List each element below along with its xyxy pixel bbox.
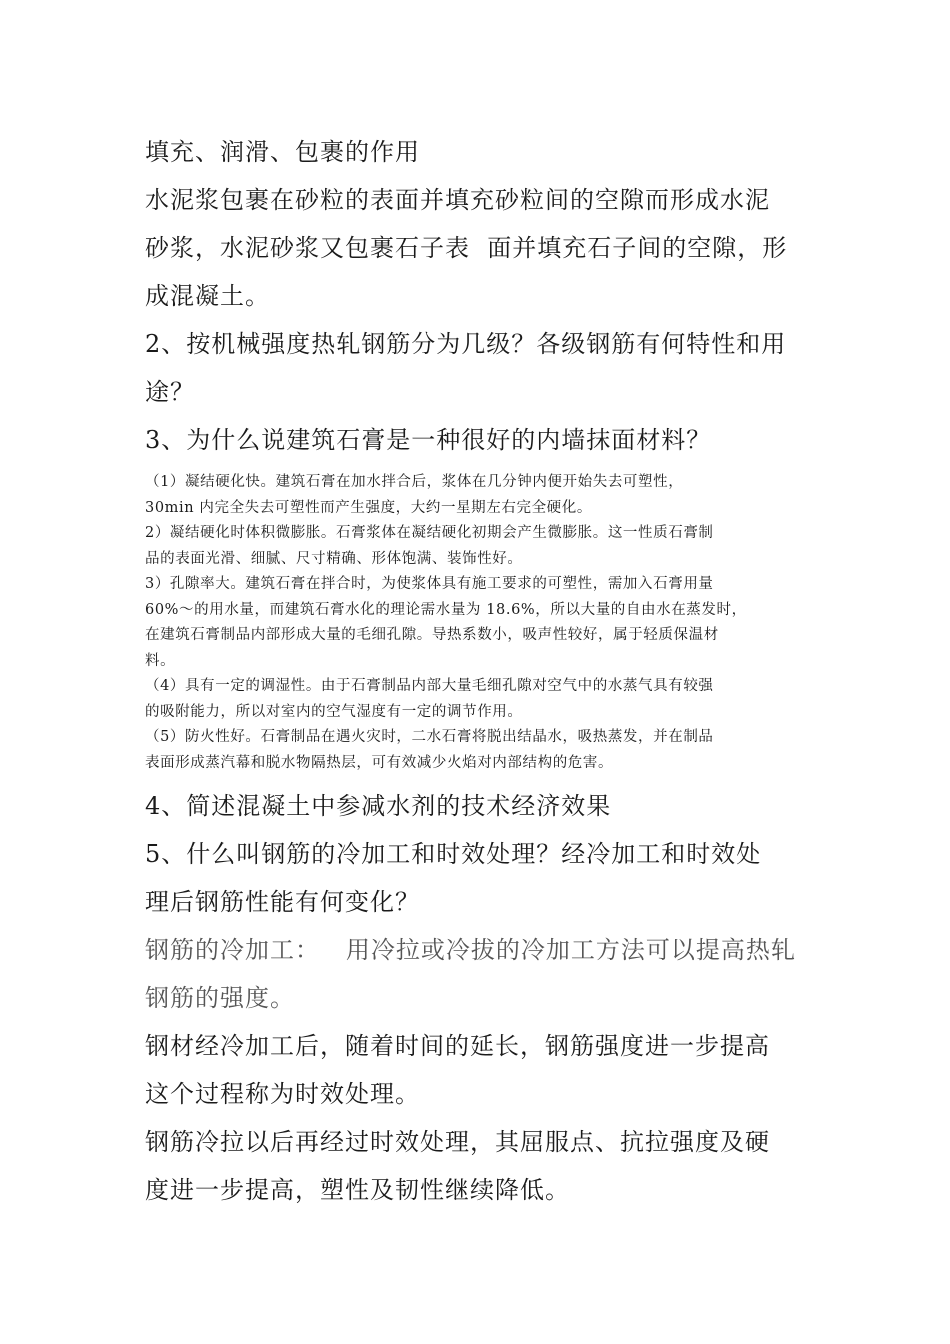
answer-1 [145, 128, 815, 320]
answer-1-line-1: 填充、润滑、包裹的作用 [145, 138, 420, 166]
question-3-answer [145, 470, 815, 776]
q3-answer-p3-line-2: 60%～的用水量，而建筑石膏水化的理论需水量为 18.6%，所以大量的自由水在蒸发时， [145, 601, 747, 618]
q3-answer-p4-line-1: （4）具有一定的调湿性。由于石膏制品内部大量毛细孔隙对空气中的水蒸气具有较强 [145, 678, 714, 694]
question-4-title: 4、简述混凝土中参减水剂的技术经济效果 [145, 792, 612, 820]
q3-answer-p3-line-4: 料。 [145, 652, 176, 669]
answer-1-line-4: 成混凝土。 [145, 282, 270, 310]
question-5-line-2: 理后钢筋性能有何变化？ [145, 888, 420, 916]
q5-answer-2-line-1: 钢材经冷加工后，随着时间的延长，钢筋强度进一步提高 [145, 1032, 770, 1060]
q3-answer-p2-line-1: 2）凝结硬化时体积微膨胀。石膏浆体在凝结硬化初期会产生微膨胀。这一性质石膏制 [145, 525, 714, 541]
question-2-line-2: 途？ [145, 378, 195, 406]
q3-answer-p1-line-2: 30min 内完全失去可塑性而产生强度，大约一星期左右完全硬化。 [145, 499, 592, 516]
q3-answer-p1-line-1: （1）凝结硬化快。建筑石膏在加水拌合后，浆体在几分钟内便开始失去可塑性， [145, 474, 684, 490]
q5-answer-2-line-2: 这个过程称为时效处理。 [145, 1080, 420, 1108]
question-5 [145, 830, 815, 926]
document-page [145, 128, 815, 1214]
question-5-line-1: 5、什么叫钢筋的冷加工和时效处理？经冷加工和时效处 [145, 840, 762, 868]
answer-1-line-2: 水泥浆包裹在砂粒的表面并填充砂粒间的空隙而形成水泥 [145, 186, 770, 214]
q5-answer-1-line-2: 钢筋的强度。 [145, 984, 295, 1012]
q3-answer-p5-line-2: 表面形成蒸汽幕和脱水物隔热层，可有效减少火焰对内部结构的危害。 [145, 754, 614, 771]
question-5-answer [145, 926, 815, 1214]
question-2 [145, 320, 815, 416]
q3-answer-p5-line-1: （5）防火性好。石膏制品在遇火灾时，二水石膏将脱出结晶水，吸热蒸发，并在制品 [145, 729, 714, 745]
q5-answer-1-line-1: 钢筋的冷加工： 用冷拉或冷拔的冷加工方法可以提高热轧 [145, 936, 796, 964]
q5-answer-3-line-2: 度进一步提高，塑性及韧性继续降低。 [145, 1176, 570, 1204]
q5-answer-3-line-1: 钢筋冷拉以后再经过时效处理，其屈服点、抗拉强度及硬 [145, 1128, 770, 1156]
q3-answer-p4-line-2: 的吸附能力，所以对室内的空气湿度有一定的调节作用。 [145, 703, 523, 720]
q3-answer-p3-line-1: 3）孔隙率大。建筑石膏在拌合时，为使浆体具有施工要求的可塑性，需加入石膏用量 [145, 576, 714, 592]
question-2-line-1: 2、按机械强度热轧钢筋分为几级？各级钢筋有何特性和用 [145, 330, 787, 358]
q3-answer-p2-line-2: 品的表面光滑、细腻、尺寸精确、形体饱满、装饰性好。 [145, 550, 523, 567]
q3-answer-p3-line-3: 在建筑石膏制品内部形成大量的毛细孔隙。导热系数小，吸声性较好，属于轻质保温材 [145, 627, 719, 643]
question-3-title: 3、为什么说建筑石膏是一种很好的内墙抹面材料？ [145, 426, 712, 454]
answer-1-line-3: 砂浆，水泥砂浆又包裹石子表 面并填充石子间的空隙，形 [145, 234, 788, 262]
